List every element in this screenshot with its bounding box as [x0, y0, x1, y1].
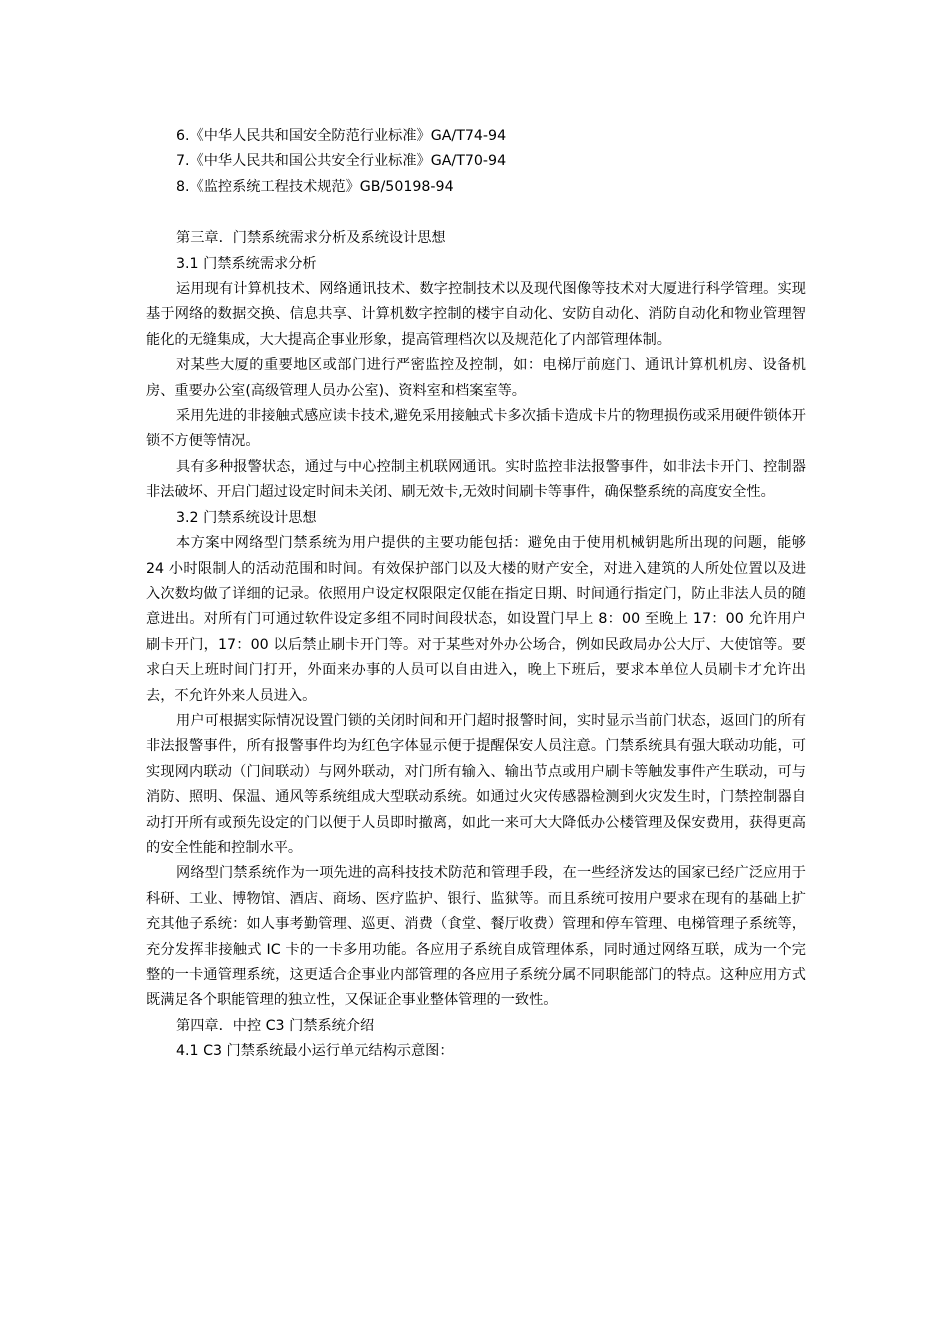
paragraph: 本方案中网络型门禁系统为用户提供的主要功能包括：避免由于使用机械钥匙所出现的问题，能够 24 小时限制人的活动范围和时间。有效保护部门以及大楼的财产安全，对进入建筑的人所处位置以及进入次数均做了详细的记录。依照用户设定权限限定仅能在指定日期、时间通行指定门，防止非法人员的随意进出。对所有门可通过软件设定多组不同时间段状态，如设置门早上 8：00 至晚上 17：00 允许用户刷卡开门，17：00 以后禁止刷卡开门等。对于某些对外办公场合，例如民政局办公大厅、大使馆等。要求白天上班时间门打开，外面来办事的人员可以自由进入，晚上下班后，要求本单位人员刷卡才允许出去，不允许外来人员进入。 — [146, 535, 806, 704]
paragraph: 对某些大厦的重要地区或部门进行严密监控及控制，如：电梯厅前庭门、通讯计算机机房、设备机房、重要办公室(高级管理人员办公室)、资料室和档案室等。 — [146, 357, 806, 399]
paragraph: 运用现有计算机技术、网络通讯技术、数字控制技术以及现代图像等技术对大厦进行科学管理。实现基于网络的数据交换、信息共享、计算机数字控制的楼宇自动化、安防自动化、消防自动化和物业管理智能化的无缝集成，大大提高企事业形象，提高管理档次以及规范化了内部管理体制。 — [146, 281, 806, 348]
reference-item: 8.《监控系统工程技术规范》GB/50198-94 — [176, 178, 454, 195]
section-3-2-title: 3.2 门禁系统设计思想 — [176, 509, 317, 526]
paragraph: 用户可根据实际情况设置门锁的关闭时间和开门超时报警时间，实时显示当前门状态，返回门的所有非法报警事件，所有报警事件均为红色字体显示便于提醒保安人员注意。门禁系统具有强大联动功能，可实现网内联动（门间联动）与网外联动，对门所有输入、输出节点或用户刷卡等触发事件产生联动，可与消防、照明、保温、通风等系统组成大型联动系统。如通过火灾传感器检测到火灾发生时，门禁控制器自动打开所有或预先设定的门以便于人员即时撤离，如此一来可大大降低办公楼管理及保安费用，获得更高的安全性能和控制水平。 — [146, 712, 806, 856]
paragraph: 具有多种报警状态，通过与中心控制主机联网通讯。实时监控非法报警事件，如非法卡开门、控制器非法破坏、开启门超过设定时间未关闭、刷无效卡,无效时间刷卡等事件，确保整系统的高度安全性。 — [146, 458, 806, 501]
reference-item: 6.《中华人民共和国安全防范行业标准》GA/T74-94 — [176, 128, 507, 144]
chapter-3-title: 第三章．门禁系统需求分析及系统设计思想 — [176, 230, 446, 247]
section-4-1-title: 4.1 C3 门禁系统最小运行单元结构示意图： — [176, 1043, 454, 1060]
section-3-1-title: 3.1 门禁系统需求分析 — [176, 255, 317, 272]
reference-item: 7.《中华人民共和国公共安全行业标准》GA/T70-94 — [176, 153, 507, 170]
blank-line — [146, 200, 806, 226]
chapter-4-title: 第四章．中控 C3 门禁系统介绍 — [176, 1017, 375, 1034]
document-body — [146, 124, 806, 1065]
paragraph: 采用先进的非接触式感应读卡技术,避免采用接触式卡多次插卡造成卡片的物理损伤或采用硬件锁体开锁不方便等情况。 — [146, 408, 806, 450]
paragraph: 网络型门禁系统作为一项先进的高科技技术防范和管理手段，在一些经济发达的国家已经广泛应用于科研、工业、博物馆、酒店、商场、医疗监护、银行、监狱等。而且系统可按用户要求在现有的基础上扩充其他子系统：如人事考勤管理、巡更、消费（食堂、餐厅收费）管理和停车管理、电梯管理子系统等，充分发挥非接触式 IC 卡的一卡多用功能。各应用子系统自成管理体系，同时通过网络互联，成为一个完整的一卡通管理系统，这更适合企事业内部管理的各应用子系统分属不同职能部门的特点。这种应用方式既满足各个职能管理的独立性，又保证企事业整体管理的一致性。 — [146, 865, 806, 1009]
